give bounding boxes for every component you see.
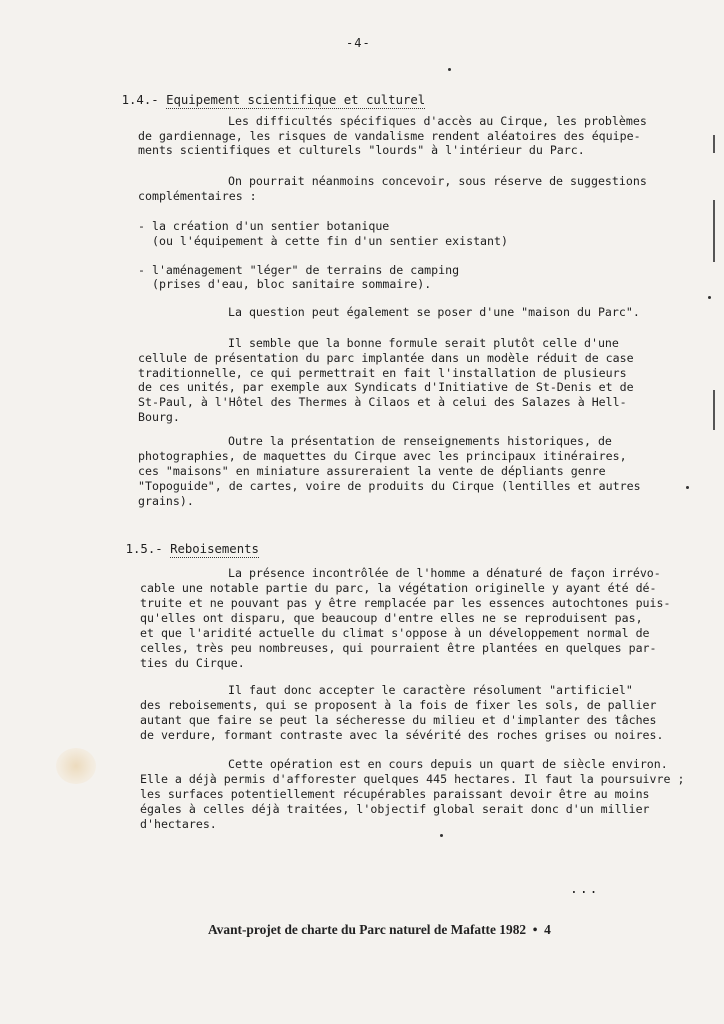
- scan-speck: [686, 486, 689, 489]
- page-number: -4-: [346, 36, 371, 50]
- section-title: Equipement scientifique et culturel: [166, 93, 426, 107]
- section-title: Reboisements: [170, 542, 259, 556]
- text-line: On pourrait néanmoins concevoir, sous réserve de suggestions: [228, 174, 647, 188]
- scan-edge-mark: [713, 200, 715, 262]
- text-line: celles, très peu nombreuses, qui pourraient être plantées en quelques par-: [140, 641, 657, 655]
- section-number: 1.4.-: [121, 93, 159, 107]
- text-line: cellule de présentation du parc implantée dans un modèle réduit de case: [138, 351, 634, 365]
- text-line: ces "maisons" en miniature assureraient la vente de dépliants genre: [138, 464, 606, 478]
- text-line: des reboisements, qui se proposent à la fois de fixer les sols, de pallier: [140, 698, 657, 712]
- text-line: de verdure, formant contraste avec la sévérité des roches grises ou noires.: [140, 728, 664, 742]
- list-item-continuation: (prises d'eau, bloc sanitaire sommaire).: [152, 277, 432, 291]
- text-line: complémentaires :: [138, 189, 257, 203]
- page-footer: Avant-projet de charte du Parc naturel de Mafatte 1982 • 4: [208, 922, 551, 937]
- text-line: ments scientifiques et culturels "lourds" à l'intérieur du Parc.: [138, 143, 585, 157]
- section-heading-1-5: [96, 528, 259, 570]
- list-item: - l'aménagement "léger" de terrains de camping: [138, 263, 460, 277]
- text-line: Elle a déjà permis d'afforester quelques 445 hectares. Il faut la poursuivre ;: [140, 772, 685, 786]
- text-line: truite et ne pouvant pas y être remplacée par les essences autochtones puis-: [140, 596, 671, 610]
- text-line: cable une notable partie du parc, la végétation originelle y ayant été dé-: [140, 581, 657, 595]
- section-number: 1.5.-: [125, 542, 163, 556]
- scan-speck: [448, 68, 451, 71]
- scan-edge-mark: [713, 390, 715, 430]
- text-line: d'hectares.: [140, 817, 217, 831]
- paper-stain: [56, 748, 96, 784]
- text-line: Bourg.: [138, 410, 180, 424]
- text-line: ties du Cirque.: [140, 656, 245, 670]
- text-line: de ces unités, par exemple aux Syndicats d'Initiative de St-Denis et de: [138, 380, 634, 394]
- text-line: Les difficultés spécifiques d'accès au Cirque, les problèmes: [228, 114, 647, 128]
- list-item: - la création d'un sentier botanique: [138, 219, 390, 233]
- text-line: grains).: [138, 494, 194, 508]
- text-line: St-Paul, à l'Hôtel des Thermes à Cilaos et à celui des Salazes à Hell-: [138, 395, 627, 409]
- continuation-marker: ...: [570, 882, 600, 897]
- text-line: de gardiennage, les risques de vandalisme rendent aléatoires des équipe-: [138, 129, 641, 143]
- text-line: les surfaces potentiellement récupérables paraissant devoir être au moins: [140, 787, 650, 801]
- scan-speck: [440, 834, 443, 837]
- text-line: qu'elles ont disparu, que beaucoup d'entre elles ne se reproduisent pas,: [140, 611, 643, 625]
- scan-speck: [708, 296, 711, 299]
- text-line: La question peut également se poser d'une "maison du Parc".: [228, 305, 640, 319]
- text-line: photographies, de maquettes du Cirque avec les principaux itinéraires,: [138, 449, 627, 463]
- text-line: Cette opération est en cours depuis un quart de siècle environ.: [228, 757, 668, 771]
- text-line: "Topoguide", de cartes, voire de produits du Cirque (lentilles et autres: [138, 479, 641, 493]
- text-line: et que l'aridité actuelle du climat s'oppose à un développement normal de: [140, 626, 650, 640]
- text-line: autant que faire se peut la sécheresse du milieu et d'implanter des tâches: [140, 713, 657, 727]
- text-line: Il faut donc accepter le caractère résolument "artificiel": [228, 683, 633, 697]
- text-line: Il semble que la bonne formule serait plutôt celle d'une: [228, 336, 619, 350]
- text-line: La présence incontrôlée de l'homme a dénaturé de façon irrévo-: [228, 566, 661, 580]
- text-line: traditionnelle, ce qui permettrait en fait l'installation de plusieurs: [138, 366, 627, 380]
- text-line: égales à celles déjà traitées, l'objectif global serait donc d'un millier: [140, 802, 650, 816]
- scan-edge-mark: [713, 135, 715, 153]
- list-item-continuation: (ou l'équipement à cette fin d'un sentier existant): [152, 234, 508, 248]
- text-line: Outre la présentation de renseignements historiques, de: [228, 434, 612, 448]
